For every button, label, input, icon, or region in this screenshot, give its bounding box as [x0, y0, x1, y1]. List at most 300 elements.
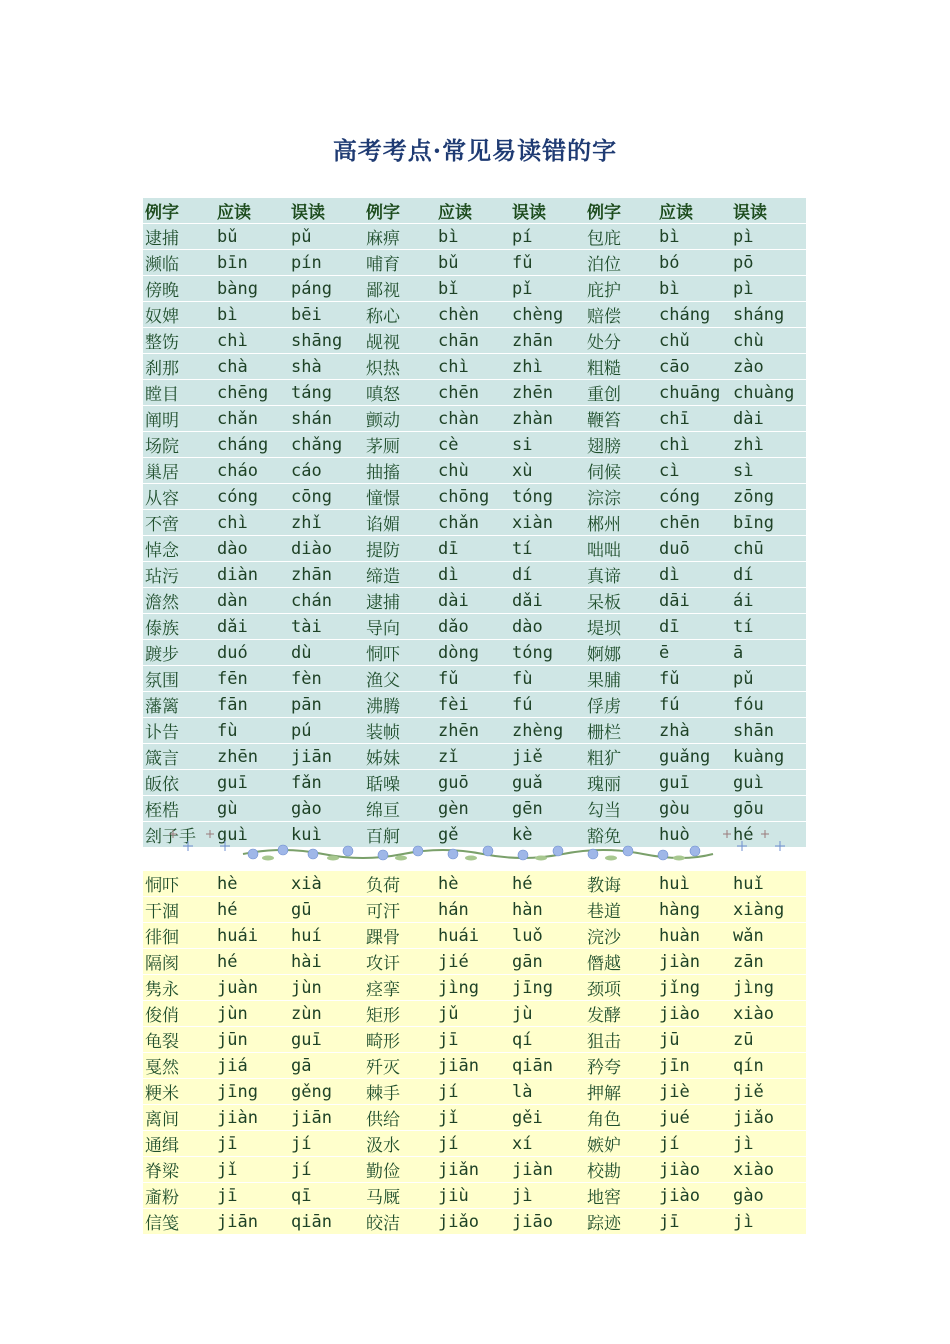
wrong-reading-cell: dài [731, 406, 806, 432]
example-word-cell: 痉挛 [364, 975, 436, 1001]
correct-reading-cell: jī [436, 1027, 510, 1053]
table-row [143, 975, 806, 1001]
wrong-reading-cell: chán [289, 588, 364, 614]
example-word-cell: 逮捕 [143, 224, 215, 250]
correct-reading-cell: huái [436, 923, 510, 949]
example-word-cell: 导向 [364, 614, 436, 640]
example-word-cell: 绵亘 [364, 796, 436, 822]
table-row [143, 510, 806, 536]
table-row [143, 692, 806, 718]
correct-reading-cell: chàn [436, 406, 510, 432]
example-word-cell: 颈项 [585, 975, 657, 1001]
example-word-cell: 汲水 [364, 1131, 436, 1157]
correct-reading-cell: huàn [657, 923, 731, 949]
wrong-reading-cell: zhì [510, 354, 585, 380]
example-word-cell: 浣沙 [585, 923, 657, 949]
wrong-reading-cell: pǔ [731, 666, 806, 692]
wrong-reading-cell: chuàng [731, 380, 806, 406]
correct-reading-cell: jūn [215, 1027, 289, 1053]
table-row [143, 1027, 806, 1053]
column-header: 应读 [436, 198, 510, 224]
wrong-reading-cell: fù [510, 666, 585, 692]
correct-reading-cell: gě [436, 822, 510, 848]
example-word-cell: 呆板 [585, 588, 657, 614]
wrong-reading-cell: si [510, 432, 585, 458]
example-word-cell: 恫吓 [143, 871, 215, 897]
example-word-cell: 踝骨 [364, 923, 436, 949]
wrong-reading-cell: kuàng [731, 744, 806, 770]
table-row [143, 1209, 806, 1235]
wrong-reading-cell: hàn [510, 897, 585, 923]
table-row [143, 1079, 806, 1105]
correct-reading-cell: dǎo [436, 614, 510, 640]
correct-reading-cell: dòng [436, 640, 510, 666]
column-header: 例字 [585, 198, 657, 224]
example-word-cell: 炽热 [364, 354, 436, 380]
example-word-cell: 瑰丽 [585, 770, 657, 796]
example-word-cell: 巷道 [585, 897, 657, 923]
table-row [143, 1053, 806, 1079]
pinyin-table-top [143, 198, 806, 848]
table-row [143, 796, 806, 822]
column-header: 误读 [510, 198, 585, 224]
example-word-cell: 狙击 [585, 1027, 657, 1053]
example-word-cell: 阐明 [143, 406, 215, 432]
correct-reading-cell: dào [215, 536, 289, 562]
wrong-reading-cell: hé [731, 822, 806, 848]
example-word-cell: 重创 [585, 380, 657, 406]
example-word-cell: 栅栏 [585, 718, 657, 744]
column-header: 例字 [364, 198, 436, 224]
example-word-cell: 隔阂 [143, 949, 215, 975]
correct-reading-cell: bó [657, 250, 731, 276]
table-row [143, 380, 806, 406]
wrong-reading-cell: pǐ [510, 276, 585, 302]
correct-reading-cell: jiān [215, 1209, 289, 1235]
correct-reading-cell: jiǎo [436, 1209, 510, 1235]
example-word-cell: 翅膀 [585, 432, 657, 458]
table-row [143, 224, 806, 250]
correct-reading-cell: jiè [657, 1079, 731, 1105]
wrong-reading-cell: là [510, 1079, 585, 1105]
wrong-reading-cell: gào [731, 1183, 806, 1209]
correct-reading-cell: fù [215, 718, 289, 744]
example-word-cell: 皈依 [143, 770, 215, 796]
correct-reading-cell: cè [436, 432, 510, 458]
wrong-reading-cell: bīng [731, 510, 806, 536]
example-word-cell: 供给 [364, 1105, 436, 1131]
table-row [143, 354, 806, 380]
correct-reading-cell: hé [215, 949, 289, 975]
example-word-cell: 鄙视 [364, 276, 436, 302]
correct-reading-cell: chēng [215, 380, 289, 406]
wrong-reading-cell: xiàn [510, 510, 585, 536]
correct-reading-cell: jiàn [657, 949, 731, 975]
example-word-cell: 觇视 [364, 328, 436, 354]
wrong-reading-cell: jì [510, 1183, 585, 1209]
table-row [143, 744, 806, 770]
correct-reading-cell: huì [657, 871, 731, 897]
example-word-cell: 教诲 [585, 871, 657, 897]
example-word-cell: 粗犷 [585, 744, 657, 770]
wrong-reading-cell: zhǐ [289, 510, 364, 536]
wrong-reading-cell: chū [731, 536, 806, 562]
example-word-cell: 皎洁 [364, 1209, 436, 1235]
table-row [143, 406, 806, 432]
example-word-cell: 踪迹 [585, 1209, 657, 1235]
wrong-reading-cell: xiào [731, 1001, 806, 1027]
wrong-reading-cell: qí [510, 1027, 585, 1053]
example-word-cell: 堤坝 [585, 614, 657, 640]
correct-reading-cell: chān [436, 328, 510, 354]
table-row [143, 484, 806, 510]
correct-reading-cell: jí [436, 1079, 510, 1105]
correct-reading-cell: chēn [436, 380, 510, 406]
example-word-cell: 鞭笞 [585, 406, 657, 432]
correct-reading-cell: chēn [657, 510, 731, 536]
wrong-reading-cell: dào [510, 614, 585, 640]
wrong-reading-cell: táng [289, 380, 364, 406]
wrong-reading-cell: qī [289, 1183, 364, 1209]
wrong-reading-cell: jùn [289, 975, 364, 1001]
example-word-cell: 歼灭 [364, 1053, 436, 1079]
correct-reading-cell: chōng [436, 484, 510, 510]
wrong-reading-cell: tài [289, 614, 364, 640]
correct-reading-cell: chì [215, 328, 289, 354]
table-row [143, 871, 806, 897]
example-word-cell: 负荷 [364, 871, 436, 897]
correct-reading-cell: bàng [215, 276, 289, 302]
correct-reading-cell: dàn [215, 588, 289, 614]
wrong-reading-cell: páng [289, 276, 364, 302]
wrong-reading-cell: pì [731, 224, 806, 250]
wrong-reading-cell: jù [510, 1001, 585, 1027]
correct-reading-cell: cháng [657, 302, 731, 328]
example-word-cell: 讣告 [143, 718, 215, 744]
correct-reading-cell: dī [436, 536, 510, 562]
correct-reading-cell: hè [215, 871, 289, 897]
example-word-cell: 干涸 [143, 897, 215, 923]
example-word-cell: 巢居 [143, 458, 215, 484]
wrong-reading-cell: cáo [289, 458, 364, 484]
example-word-cell: 戛然 [143, 1053, 215, 1079]
wrong-reading-cell: jiān [289, 1105, 364, 1131]
correct-reading-cell: fèi [436, 692, 510, 718]
example-word-cell: 徘徊 [143, 923, 215, 949]
example-word-cell: 通缉 [143, 1131, 215, 1157]
example-word-cell: 不啻 [143, 510, 215, 536]
wrong-reading-cell: zhèng [510, 718, 585, 744]
wrong-reading-cell: wǎn [731, 923, 806, 949]
wrong-reading-cell: huí [289, 923, 364, 949]
wrong-reading-cell: gào [289, 796, 364, 822]
wrong-reading-cell: zào [731, 354, 806, 380]
correct-reading-cell: chì [436, 354, 510, 380]
table-row [143, 250, 806, 276]
correct-reading-cell: jiǎn [436, 1157, 510, 1183]
correct-reading-cell: fú [657, 692, 731, 718]
example-word-cell: 抽搐 [364, 458, 436, 484]
example-word-cell: 脊梁 [143, 1157, 215, 1183]
example-word-cell: 勾当 [585, 796, 657, 822]
table-row [143, 770, 806, 796]
example-word-cell: 角色 [585, 1105, 657, 1131]
correct-reading-cell: gù [215, 796, 289, 822]
correct-reading-cell: hán [436, 897, 510, 923]
table-row [143, 588, 806, 614]
example-word-cell: 姊妹 [364, 744, 436, 770]
correct-reading-cell: zhēn [436, 718, 510, 744]
wrong-reading-cell: qín [731, 1053, 806, 1079]
wrong-reading-cell: luǒ [510, 923, 585, 949]
example-word-cell: 傍晚 [143, 276, 215, 302]
table-row [143, 923, 806, 949]
table-row [143, 458, 806, 484]
wrong-reading-cell: tóng [510, 640, 585, 666]
example-word-cell: 沸腾 [364, 692, 436, 718]
correct-reading-cell: huái [215, 923, 289, 949]
wrong-reading-cell: gěi [510, 1105, 585, 1131]
correct-reading-cell: guī [657, 770, 731, 796]
correct-reading-cell: chǔ [657, 328, 731, 354]
example-word-cell: 傣族 [143, 614, 215, 640]
wrong-reading-cell: fú [510, 692, 585, 718]
correct-reading-cell: bǐ [436, 276, 510, 302]
page-title: 高考考点·常见易读错的字 [332, 136, 618, 165]
example-word-cell: 箴言 [143, 744, 215, 770]
wrong-reading-cell: tí [510, 536, 585, 562]
wrong-reading-cell: pú [289, 718, 364, 744]
correct-reading-cell: dài [436, 588, 510, 614]
correct-reading-cell: bǔ [215, 224, 289, 250]
correct-reading-cell: gèn [436, 796, 510, 822]
table-row [143, 1183, 806, 1209]
correct-reading-cell: bì [657, 276, 731, 302]
wrong-reading-cell: gū [289, 897, 364, 923]
example-word-cell: 装帧 [364, 718, 436, 744]
example-word-cell: 马厩 [364, 1183, 436, 1209]
correct-reading-cell: chì [657, 432, 731, 458]
wrong-reading-cell: xù [510, 458, 585, 484]
wrong-reading-cell: sì [731, 458, 806, 484]
correct-reading-cell: chǎn [436, 510, 510, 536]
example-word-cell: 颤动 [364, 406, 436, 432]
example-word-cell: 瞠目 [143, 380, 215, 406]
correct-reading-cell: chà [215, 354, 289, 380]
wrong-reading-cell: jiāo [510, 1209, 585, 1235]
correct-reading-cell: hé [215, 897, 289, 923]
correct-reading-cell: cāo [657, 354, 731, 380]
example-word-cell: 可汗 [364, 897, 436, 923]
correct-reading-cell: jié [436, 949, 510, 975]
example-word-cell: 赔偿 [585, 302, 657, 328]
column-header: 应读 [215, 198, 289, 224]
correct-reading-cell: duó [215, 640, 289, 666]
correct-reading-cell: dì [657, 562, 731, 588]
correct-reading-cell: diàn [215, 562, 289, 588]
correct-reading-cell: dāi [657, 588, 731, 614]
example-word-cell: 恫吓 [364, 640, 436, 666]
wrong-reading-cell: shán [289, 406, 364, 432]
example-word-cell: 隽永 [143, 975, 215, 1001]
correct-reading-cell: jī [657, 1209, 731, 1235]
wrong-reading-cell: jì [731, 1209, 806, 1235]
wrong-reading-cell: xiào [731, 1157, 806, 1183]
table-row [143, 1001, 806, 1027]
correct-reading-cell: guō [436, 770, 510, 796]
correct-reading-cell: bì [215, 302, 289, 328]
wrong-reading-cell: jí [289, 1131, 364, 1157]
wrong-reading-cell: pō [731, 250, 806, 276]
wrong-reading-cell: shà [289, 354, 364, 380]
table-row [143, 949, 806, 975]
correct-reading-cell: guǎng [657, 744, 731, 770]
example-word-cell: 嗔怒 [364, 380, 436, 406]
wrong-reading-cell: gěng [289, 1079, 364, 1105]
wrong-reading-cell: jì [731, 1131, 806, 1157]
wrong-reading-cell: ái [731, 588, 806, 614]
correct-reading-cell: bīn [215, 250, 289, 276]
correct-reading-cell: huò [657, 822, 731, 848]
correct-reading-cell: chuāng [657, 380, 731, 406]
correct-reading-cell: jū [657, 1027, 731, 1053]
example-word-cell: 果脯 [585, 666, 657, 692]
wrong-reading-cell: guì [731, 770, 806, 796]
correct-reading-cell: jùn [215, 1001, 289, 1027]
wrong-reading-cell: tóng [510, 484, 585, 510]
example-word-cell: 桎梏 [143, 796, 215, 822]
correct-reading-cell: zhà [657, 718, 731, 744]
example-word-cell: 淙淙 [585, 484, 657, 510]
correct-reading-cell: jiào [657, 1001, 731, 1027]
wrong-reading-cell: cōng [289, 484, 364, 510]
example-word-cell: 奴婢 [143, 302, 215, 328]
example-word-cell: 发酵 [585, 1001, 657, 1027]
table-row [143, 536, 806, 562]
example-word-cell: 俊俏 [143, 1001, 215, 1027]
wrong-reading-cell: chù [731, 328, 806, 354]
correct-reading-cell: dī [657, 614, 731, 640]
correct-reading-cell: hàng [657, 897, 731, 923]
table-row [143, 276, 806, 302]
wrong-reading-cell: jiě [731, 1079, 806, 1105]
correct-reading-cell: chǎn [215, 406, 289, 432]
example-word-cell: 粗糙 [585, 354, 657, 380]
wrong-reading-cell: jìng [731, 975, 806, 1001]
column-header: 应读 [657, 198, 731, 224]
correct-reading-cell: cháng [215, 432, 289, 458]
example-word-cell: 畸形 [364, 1027, 436, 1053]
table-row [143, 666, 806, 692]
wrong-reading-cell: shāng [289, 328, 364, 354]
wrong-reading-cell: fǎn [289, 770, 364, 796]
example-word-cell: 憧憬 [364, 484, 436, 510]
correct-reading-cell: jí [436, 1131, 510, 1157]
wrong-reading-cell: sháng [731, 302, 806, 328]
correct-reading-cell: jǐ [215, 1157, 289, 1183]
example-word-cell: 濒临 [143, 250, 215, 276]
correct-reading-cell: jiù [436, 1183, 510, 1209]
wrong-reading-cell: fèn [289, 666, 364, 692]
wrong-reading-cell: ā [731, 640, 806, 666]
wrong-reading-cell: dǎi [510, 588, 585, 614]
example-word-cell: 押解 [585, 1079, 657, 1105]
wrong-reading-cell: qiān [289, 1209, 364, 1235]
table-row [143, 897, 806, 923]
correct-reading-cell: jìng [436, 975, 510, 1001]
example-word-cell: 茅厕 [364, 432, 436, 458]
correct-reading-cell: fān [215, 692, 289, 718]
wrong-reading-cell: hài [289, 949, 364, 975]
example-word-cell: 泊位 [585, 250, 657, 276]
wrong-reading-cell: bēi [289, 302, 364, 328]
correct-reading-cell: cóng [215, 484, 289, 510]
example-word-cell: 离间 [143, 1105, 215, 1131]
wrong-reading-cell: pí [510, 224, 585, 250]
example-word-cell: 踱步 [143, 640, 215, 666]
wrong-reading-cell: hé [510, 871, 585, 897]
correct-reading-cell: jiàn [215, 1105, 289, 1131]
example-word-cell: 俘虏 [585, 692, 657, 718]
wrong-reading-cell: chèng [510, 302, 585, 328]
wrong-reading-cell: qiān [510, 1053, 585, 1079]
example-word-cell: 提防 [364, 536, 436, 562]
example-word-cell: 豁免 [585, 822, 657, 848]
example-word-cell: 场院 [143, 432, 215, 458]
correct-reading-cell: hè [436, 871, 510, 897]
example-word-cell: 攻讦 [364, 949, 436, 975]
example-word-cell: 逮捕 [364, 588, 436, 614]
correct-reading-cell: fǔ [657, 666, 731, 692]
example-word-cell: 矩形 [364, 1001, 436, 1027]
wrong-reading-cell: zhēn [510, 380, 585, 406]
example-word-cell: 信笺 [143, 1209, 215, 1235]
wrong-reading-cell: jiě [510, 744, 585, 770]
example-word-cell: 庇护 [585, 276, 657, 302]
correct-reading-cell: duō [657, 536, 731, 562]
example-word-cell: 氛围 [143, 666, 215, 692]
example-word-cell: 婀娜 [585, 640, 657, 666]
correct-reading-cell: fēn [215, 666, 289, 692]
example-word-cell: 僭越 [585, 949, 657, 975]
correct-reading-cell: juàn [215, 975, 289, 1001]
correct-reading-cell: jiān [436, 1053, 510, 1079]
wrong-reading-cell: kuì [289, 822, 364, 848]
wrong-reading-cell: guǎ [510, 770, 585, 796]
wrong-reading-cell: pān [289, 692, 364, 718]
table-row [143, 1105, 806, 1131]
wrong-reading-cell: pì [731, 276, 806, 302]
correct-reading-cell: gòu [657, 796, 731, 822]
wrong-reading-cell: jiàn [510, 1157, 585, 1183]
wrong-reading-cell: fǔ [510, 250, 585, 276]
correct-reading-cell: jǐng [657, 975, 731, 1001]
example-word-cell: 棘手 [364, 1079, 436, 1105]
correct-reading-cell: bì [657, 224, 731, 250]
wrong-reading-cell: zhì [731, 432, 806, 458]
wrong-reading-cell: chǎng [289, 432, 364, 458]
wrong-reading-cell: zū [731, 1027, 806, 1053]
example-word-cell: 整饬 [143, 328, 215, 354]
example-word-cell: 包庇 [585, 224, 657, 250]
wrong-reading-cell: pín [289, 250, 364, 276]
example-word-cell: 地窖 [585, 1183, 657, 1209]
wrong-reading-cell: zhān [289, 562, 364, 588]
table-header-row [143, 198, 806, 224]
correct-reading-cell: ē [657, 640, 731, 666]
wrong-reading-cell: zōng [731, 484, 806, 510]
correct-reading-cell: bǔ [436, 250, 510, 276]
